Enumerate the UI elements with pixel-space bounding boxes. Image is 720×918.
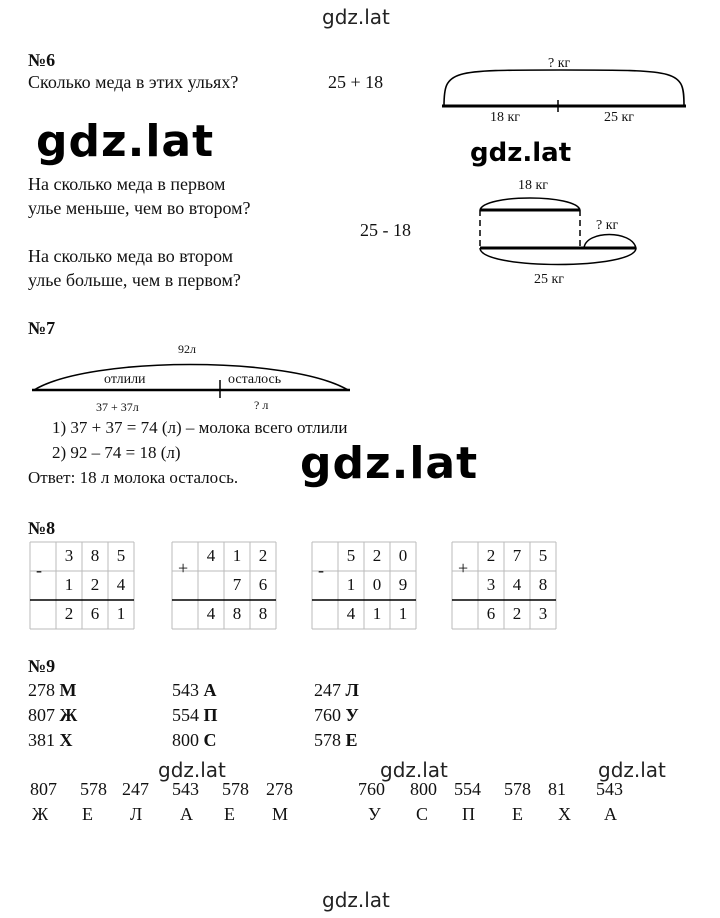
task6-d2-bottom-label: 25 кг (534, 272, 565, 287)
code-letter: У (345, 705, 359, 725)
digit-cell: 0 (398, 546, 408, 565)
decode-number: 278 (266, 779, 293, 799)
column-problem-3 (312, 542, 416, 629)
code-entry (172, 705, 218, 726)
column-problem-1 (30, 542, 134, 629)
watermark-bottom: gdz.lat (322, 888, 390, 912)
task7-title: №7 (28, 318, 56, 338)
code-letter: Л (345, 680, 359, 700)
watermark-large: gdz.lat (36, 116, 215, 167)
code-number: 381 (28, 730, 55, 750)
task7-left-label: отлили (104, 372, 146, 387)
code-entry (314, 730, 358, 751)
code-number: 247 (314, 680, 341, 700)
code-letter: Х (59, 730, 73, 750)
digit-cell: 0 (372, 575, 382, 594)
decode-letter: П (462, 804, 475, 824)
task8-title: №8 (28, 518, 56, 538)
watermark-center: gdz.lat (300, 438, 479, 489)
decode-letter: Е (512, 804, 523, 824)
digit-cell: 2 (512, 604, 522, 623)
code-letter: Ж (59, 705, 78, 725)
digit-cell: 3 (64, 546, 74, 565)
decode-letter: С (416, 804, 429, 824)
code-number: 554 (172, 705, 199, 725)
decode-number: 800 (410, 779, 437, 799)
task6-expression-1: 25 + 18 (328, 72, 384, 92)
digit-cell: 1 (398, 604, 408, 623)
code-number: 278 (28, 680, 55, 700)
decode-letter: Л (130, 804, 143, 824)
task6-question-2-line-1: На сколько меда в первом (28, 174, 226, 194)
decode-letter: Е (224, 804, 235, 824)
digit-cell: 1 (116, 604, 126, 623)
digit-cell: 8 (538, 575, 548, 594)
digit-cell: 4 (116, 575, 126, 594)
task7-step-2: 2) 92 – 74 = 18 (л) (52, 443, 181, 462)
code-number: 807 (28, 705, 55, 725)
task7-right-below-label: ? л (254, 398, 269, 412)
digit-cell: 8 (90, 546, 100, 565)
task9-title: №9 (28, 656, 56, 676)
task7-left-below-label: 37 + 37л (96, 400, 139, 414)
watermark-row-3: gdz.lat (598, 758, 666, 782)
digit-cell: 1 (232, 546, 242, 565)
task6-diagram-2 (476, 190, 646, 280)
decode-number: 578 (80, 779, 107, 799)
code-number: 760 (314, 705, 341, 725)
task6-question-1: Сколько меда в этих ульях? (28, 72, 239, 92)
digit-cell: 2 (64, 604, 74, 623)
decode-letter: У (368, 804, 381, 824)
code-letter: М (59, 680, 77, 700)
digit-cell: 3 (486, 575, 496, 594)
code-letter: С (203, 730, 217, 750)
decode-number: 247 (122, 779, 149, 799)
decode-letter: Е (82, 804, 93, 824)
task7-diagram (30, 350, 360, 400)
digit-cell: 8 (232, 604, 242, 623)
decode-number: 807 (30, 779, 57, 799)
operator-sign: + (458, 558, 469, 578)
decode-letter: Х (558, 804, 571, 824)
code-number: 578 (314, 730, 341, 750)
task7-step-1: 1) 37 + 37 = 74 (л) – молока всего отлили (52, 418, 348, 437)
digit-cell: 3 (538, 604, 548, 623)
task6-question-3-line-2: улье больше, чем в первом? (28, 270, 241, 290)
digit-cell: 2 (258, 546, 268, 565)
digit-cell: 7 (232, 575, 242, 594)
task6-expression-2: 25 - 18 (360, 220, 411, 240)
task6-d2-top-label: 18 кг (518, 178, 549, 193)
code-entry (172, 730, 217, 751)
digit-cell: 8 (258, 604, 268, 623)
code-number: 800 (172, 730, 199, 750)
digit-cell: 4 (206, 546, 216, 565)
digit-cell: 7 (512, 546, 522, 565)
decode-number: 81 (548, 779, 566, 799)
digit-cell: 6 (90, 604, 100, 623)
digit-cell: 2 (372, 546, 382, 565)
code-entry (314, 705, 359, 726)
operator-sign: - (36, 560, 42, 580)
digit-cell: 1 (346, 575, 356, 594)
task6-question-3-line-1: На сколько меда во втором (28, 246, 233, 266)
digit-cell: 4 (346, 604, 356, 623)
decode-number: 578 (222, 779, 249, 799)
digit-cell: 5 (538, 546, 548, 565)
decode-number: 543 (596, 779, 623, 799)
operator-sign: + (178, 558, 189, 578)
digit-cell: 6 (486, 604, 496, 623)
code-entry (28, 680, 77, 701)
decode-number: 554 (454, 779, 481, 799)
code-entry (172, 680, 217, 701)
digit-cell: 5 (116, 546, 126, 565)
digit-cell: 1 (372, 604, 382, 623)
digit-cell: 2 (486, 546, 496, 565)
decode-number: 760 (358, 779, 385, 799)
decode-number: 578 (504, 779, 531, 799)
digit-cell: 6 (258, 575, 268, 594)
code-letter: Е (345, 730, 358, 750)
digit-cell (198, 571, 224, 599)
decode-number: 543 (172, 779, 199, 799)
code-entry (314, 680, 359, 701)
task6-title: №6 (28, 50, 56, 70)
task6-d2-question-label: ? кг (596, 218, 619, 233)
digit-cell: 2 (90, 575, 100, 594)
digit-cell: 4 (512, 575, 522, 594)
code-number: 543 (172, 680, 199, 700)
code-entry (28, 705, 77, 726)
task6-d1-total-label: ? кг (548, 56, 571, 71)
code-letter: А (203, 680, 217, 700)
column-problem-2 (172, 542, 276, 629)
task7-total-label: 92л (178, 342, 196, 356)
task7-right-label: осталось (228, 372, 282, 387)
task6-d1-left-label: 18 кг (490, 110, 521, 125)
decode-letter: А (604, 804, 617, 824)
task7-answer: Ответ: 18 л молока осталось. (28, 468, 239, 487)
digit-cell: 5 (346, 546, 356, 565)
decode-letter: А (180, 804, 193, 824)
watermark-top: gdz.lat (322, 5, 390, 29)
watermark-right: gdz.lat (470, 138, 572, 168)
decode-letter: Ж (32, 804, 49, 824)
task6-d1-right-label: 25 кг (604, 110, 635, 125)
digit-cell: 1 (64, 575, 74, 594)
digit-cell: 9 (398, 575, 408, 594)
task6-question-2-line-2: улье меньше, чем во втором? (28, 198, 251, 218)
watermark-row-2: gdz.lat (380, 758, 448, 782)
column-problem-4 (452, 542, 556, 629)
code-letter: П (203, 705, 218, 725)
operator-sign: - (318, 560, 324, 580)
digit-cell: 4 (206, 604, 216, 623)
watermark-row-1: gdz.lat (158, 758, 226, 782)
decode-letter: М (272, 804, 289, 824)
code-entry (28, 730, 73, 751)
